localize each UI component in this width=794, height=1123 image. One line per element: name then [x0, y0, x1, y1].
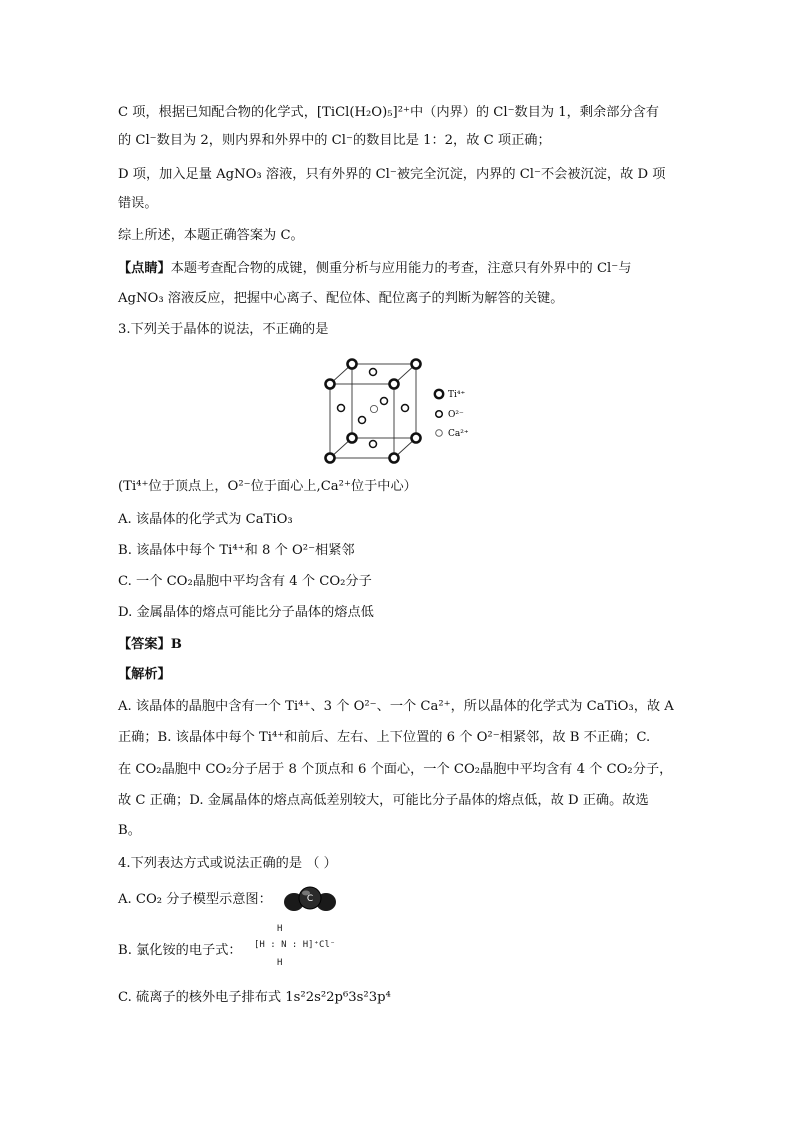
q3-analysis-line-5: B。	[118, 823, 141, 838]
q3-analysis-line-2: 正确；B. 该晶体中每个 Ti⁴⁺和前后、左右、上下位置的 6 个 O²⁻相紧邻，故 B 不正确；C.	[118, 730, 651, 745]
formula-bottom-h: H	[277, 958, 283, 968]
q3-answer: 【答案】B	[118, 637, 182, 652]
q4-stem: 4.下列表达方式或说法正确的是 （ ）	[118, 856, 337, 871]
q3-analysis-line-1: A. 该晶体的晶胞中含有一个 Ti⁴⁺、3 个 O²⁻、一个 Ca²⁺，所以晶体的化学式为 CaTiO₃，故 A	[118, 699, 674, 714]
ti-ion	[348, 360, 357, 369]
o-ion	[338, 405, 345, 412]
legend-ti-label: Ti⁴⁺	[448, 390, 466, 400]
legend-o-icon	[436, 411, 443, 418]
q3-analysis-line-3: 在 CO₂晶胞中 CO₂分子居于 8 个顶点和 6 个面心，一个 CO₂晶胞中平均含有 4 个 CO₂分子，	[118, 762, 673, 777]
dianjing-line-2: AgNO₃ 溶液反应，把握中心离子、配位体、配位离子的判断为解答的关键。	[118, 291, 564, 306]
legend-o-label: O²⁻	[448, 410, 464, 420]
summary-line: 综上所述，本题正确答案为 C。	[118, 228, 304, 243]
co2-center-label: C	[306, 894, 314, 904]
ca-ion	[370, 405, 377, 412]
o-ion	[402, 405, 409, 412]
c-item-line-2: 的 Cl⁻数目为 2，则内界和外界中的 Cl⁻的数目比是 1：2，故 C 项正确；	[118, 133, 551, 148]
ti-ion	[390, 380, 399, 389]
q3-stem: 3.下列关于晶体的说法，不正确的是	[118, 322, 329, 337]
formula-middle: [H : N : H]⁺Cl⁻	[254, 940, 336, 950]
q4-option-b: B. 氯化铵的电子式：	[118, 943, 242, 958]
legend-ca-label: Ca²⁺	[448, 429, 469, 439]
d-item-line-2: 错误。	[118, 196, 158, 211]
ti-ion	[390, 454, 399, 463]
o-ion	[370, 369, 377, 376]
o-ion	[381, 398, 388, 405]
ti-ion	[326, 454, 335, 463]
formula-top-h: H	[277, 924, 283, 934]
d-item-line-1: D 项，加入足量 AgNO₃ 溶液，只有外界的 Cl⁻被完全沉淀，内界的 Cl⁻不会被沉淀，故 D 项	[118, 167, 666, 182]
q4-option-c: C. 硫离子的核外电子排布式 1s²2s²2p⁶3s²3p⁴	[118, 990, 391, 1005]
o-ion	[359, 417, 366, 424]
legend-ca-icon	[436, 430, 443, 437]
q3-option-a: A. 该晶体的化学式为 CaTiO₃	[118, 512, 293, 527]
q3-option-c: C. 一个 CO₂晶胞中平均含有 4 个 CO₂分子	[118, 574, 372, 589]
dianjing-text-1: 本题考查配合物的成键，侧重分析与应用能力的考查，注意只有外界中的 Cl⁻与	[170, 261, 632, 276]
crystal-cell-diagram	[318, 346, 488, 466]
ammonium-chloride-electron-formula	[254, 924, 364, 978]
ti-ion	[348, 434, 357, 443]
q3-analysis-label: 【解析】	[118, 667, 171, 682]
c-item-line-1: C 项，根据已知配合物的化学式，[TiCl(H₂O)₅]²⁺中（内界）的 Cl⁻数目为 1，剩余部分含有	[118, 105, 659, 120]
q4-option-a: A. CO₂ 分子模型示意图：	[118, 892, 272, 907]
dianjing-label: 【点睛】	[118, 261, 171, 276]
q3-caption: (Ti⁴⁺位于顶点上，O²⁻位于面心上,Ca²⁺位于中心）	[118, 479, 417, 494]
q3-analysis-line-4: 故 C 正确；D. 金属晶体的熔点高低差别较大，可能比分子晶体的熔点低，故 D 正确。故选	[118, 793, 649, 808]
q3-option-b: B. 该晶体中每个 Ti⁴⁺和 8 个 O²⁻相紧邻	[118, 543, 355, 558]
legend-ti-icon	[435, 390, 443, 398]
o-ion	[370, 441, 377, 448]
dianjing-line-1	[118, 260, 678, 278]
q3-option-d: D. 金属晶体的熔点可能比分子晶体的熔点低	[118, 605, 374, 620]
ti-ion	[412, 360, 421, 369]
ti-ion	[412, 434, 421, 443]
co2-molecule-model	[282, 883, 338, 915]
ti-ion	[326, 380, 335, 389]
